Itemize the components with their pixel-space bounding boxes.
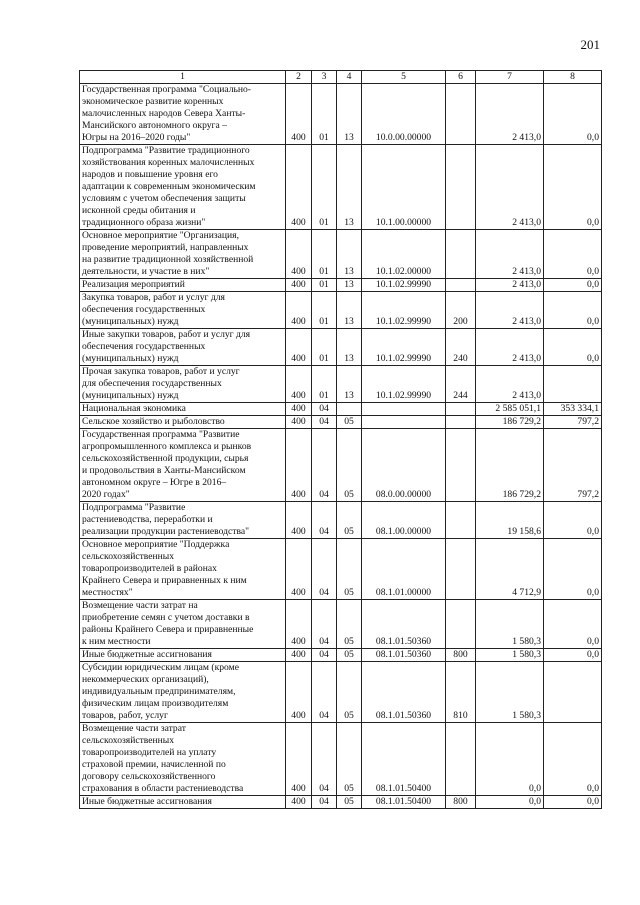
target-article-cell: 10.1.02.99990 bbox=[362, 366, 446, 403]
amount-cell bbox=[544, 662, 602, 723]
row-name-cell: Основное мероприятие "Поддержка сельскохозяйственных товаропроизводителей в районах Крайнего Севера и приравненных к ним местностях" bbox=[80, 539, 286, 600]
section-cell: 01 bbox=[312, 279, 337, 292]
subsection-cell: 05 bbox=[337, 723, 362, 796]
admin-code-cell: 400 bbox=[286, 84, 312, 145]
admin-code-cell: 400 bbox=[286, 279, 312, 292]
amount-cell: 797,2 bbox=[544, 416, 602, 429]
subsection-cell: 13 bbox=[337, 279, 362, 292]
table-row bbox=[80, 723, 602, 796]
table-row bbox=[80, 796, 602, 809]
target-article-cell: 08.1.01.50360 bbox=[362, 600, 446, 649]
expense-type-cell bbox=[446, 723, 476, 796]
table-header-row bbox=[80, 71, 602, 84]
amount-cell: 797,2 bbox=[544, 429, 602, 502]
admin-code-cell: 400 bbox=[286, 145, 312, 230]
target-article-cell: 10.1.00.00000 bbox=[362, 145, 446, 230]
section-cell: 01 bbox=[312, 145, 337, 230]
admin-code-cell: 400 bbox=[286, 429, 312, 502]
table-row bbox=[80, 84, 602, 145]
target-article-cell: 10.1.02.99990 bbox=[362, 279, 446, 292]
target-article-cell: 08.1.00.00000 bbox=[362, 502, 446, 539]
budget-table bbox=[79, 70, 602, 809]
amount-cell: 0,0 bbox=[476, 723, 544, 796]
admin-code-cell: 400 bbox=[286, 600, 312, 649]
admin-code-cell: 400 bbox=[286, 366, 312, 403]
table-row bbox=[80, 292, 602, 329]
subsection-cell: 13 bbox=[337, 145, 362, 230]
amount-cell: 0,0 bbox=[544, 723, 602, 796]
subsection-cell: 13 bbox=[337, 292, 362, 329]
subsection-cell: 13 bbox=[337, 366, 362, 403]
row-name-cell: Иные закупки товаров, работ и услуг для обеспечения государственных (муниципальных) нужд bbox=[80, 329, 286, 366]
amount-cell: 2 585 051,1 bbox=[476, 403, 544, 416]
target-article-cell bbox=[362, 403, 446, 416]
table-row bbox=[80, 279, 602, 292]
amount-cell: 2 413,0 bbox=[476, 279, 544, 292]
row-name-cell: Возмещение части затрат на приобретение семян с учетом доставки в районы Крайнего Севера и приравненные к ним местности bbox=[80, 600, 286, 649]
row-name-cell: Иные бюджетные ассигнования bbox=[80, 796, 286, 809]
subsection-cell: 13 bbox=[337, 329, 362, 366]
subsection-cell: 05 bbox=[337, 416, 362, 429]
amount-cell: 186 729,2 bbox=[476, 416, 544, 429]
page-number: 201 bbox=[580, 37, 600, 52]
amount-cell: 0,0 bbox=[544, 796, 602, 809]
subsection-cell: 05 bbox=[337, 796, 362, 809]
admin-code-cell: 400 bbox=[286, 723, 312, 796]
row-name-cell: Закупка товаров, работ и услуг для обеспечения государственных (муниципальных) нужд bbox=[80, 292, 286, 329]
amount-cell: 2 413,0 bbox=[476, 145, 544, 230]
target-article-cell: 10.1.02.00000 bbox=[362, 230, 446, 279]
amount-cell: 0,0 bbox=[476, 796, 544, 809]
amount-cell: 353 334,1 bbox=[544, 403, 602, 416]
amount-cell bbox=[544, 366, 602, 403]
admin-code-cell: 400 bbox=[286, 796, 312, 809]
target-article-cell: 10.1.02.99990 bbox=[362, 329, 446, 366]
target-article-cell: 08.1.01.00000 bbox=[362, 539, 446, 600]
section-cell: 04 bbox=[312, 502, 337, 539]
row-name-cell: Государственная программа "Развитие агропромышленного комплекса и рынков сельскохозяйственной продукции, сырья и продовольствия в Ханты-Мансийском автономном округе – Югре в 2016– 2020 годах" bbox=[80, 429, 286, 502]
column-header: 6 bbox=[446, 71, 476, 84]
table-row bbox=[80, 429, 602, 502]
expense-type-cell bbox=[446, 145, 476, 230]
column-header: 1 bbox=[80, 71, 286, 84]
admin-code-cell: 400 bbox=[286, 539, 312, 600]
admin-code-cell: 400 bbox=[286, 502, 312, 539]
expense-type-cell bbox=[446, 403, 476, 416]
subsection-cell bbox=[337, 403, 362, 416]
subsection-cell: 05 bbox=[337, 429, 362, 502]
amount-cell: 0,0 bbox=[544, 649, 602, 662]
section-cell: 04 bbox=[312, 539, 337, 600]
table-body bbox=[80, 84, 602, 809]
column-header: 8 bbox=[544, 71, 602, 84]
column-header: 3 bbox=[312, 71, 337, 84]
subsection-cell: 05 bbox=[337, 662, 362, 723]
amount-cell: 1 580,3 bbox=[476, 600, 544, 649]
column-header: 7 bbox=[476, 71, 544, 84]
section-cell: 04 bbox=[312, 796, 337, 809]
admin-code-cell: 400 bbox=[286, 230, 312, 279]
amount-cell: 4 712,9 bbox=[476, 539, 544, 600]
target-article-cell: 08.1.01.50360 bbox=[362, 662, 446, 723]
admin-code-cell: 400 bbox=[286, 329, 312, 366]
admin-code-cell: 400 bbox=[286, 403, 312, 416]
expense-type-cell bbox=[446, 279, 476, 292]
row-name-cell: Прочая закупка товаров, работ и услуг для обеспечения государственных (муниципальных) нужд bbox=[80, 366, 286, 403]
expense-type-cell bbox=[446, 230, 476, 279]
section-cell: 04 bbox=[312, 403, 337, 416]
table-row bbox=[80, 539, 602, 600]
subsection-cell: 05 bbox=[337, 600, 362, 649]
amount-cell: 0,0 bbox=[544, 329, 602, 366]
expense-type-cell bbox=[446, 429, 476, 502]
target-article-cell: 08.1.01.50400 bbox=[362, 723, 446, 796]
amount-cell: 0,0 bbox=[544, 279, 602, 292]
amount-cell: 0,0 bbox=[544, 84, 602, 145]
subsection-cell: 05 bbox=[337, 649, 362, 662]
amount-cell: 19 158,6 bbox=[476, 502, 544, 539]
row-name-cell: Основное мероприятие "Организация, проведение мероприятий, направленных на развитие традиционной хозяйственной деятельности, и участие в них" bbox=[80, 230, 286, 279]
section-cell: 01 bbox=[312, 292, 337, 329]
expense-type-cell bbox=[446, 84, 476, 145]
expense-type-cell: 800 bbox=[446, 796, 476, 809]
row-name-cell: Иные бюджетные ассигнования bbox=[80, 649, 286, 662]
subsection-cell: 05 bbox=[337, 539, 362, 600]
expense-type-cell bbox=[446, 600, 476, 649]
subsection-cell: 13 bbox=[337, 230, 362, 279]
table-row bbox=[80, 649, 602, 662]
row-name-cell: Национальная экономика bbox=[80, 403, 286, 416]
expense-type-cell: 200 bbox=[446, 292, 476, 329]
row-name-cell: Государственная программа "Социально- экономическое развитие коренных малочисленных народов Севера Ханты- Мансийского автономного округа – Югры на 2016–2020 годы" bbox=[80, 84, 286, 145]
expense-type-cell: 800 bbox=[446, 649, 476, 662]
row-name-cell: Сельское хозяйство и рыболовство bbox=[80, 416, 286, 429]
table-row bbox=[80, 230, 602, 279]
amount-cell: 2 413,0 bbox=[476, 292, 544, 329]
amount-cell: 0,0 bbox=[544, 145, 602, 230]
table-row bbox=[80, 366, 602, 403]
section-cell: 04 bbox=[312, 429, 337, 502]
section-cell: 01 bbox=[312, 366, 337, 403]
admin-code-cell: 400 bbox=[286, 662, 312, 723]
target-article-cell: 08.1.01.50360 bbox=[362, 649, 446, 662]
row-name-cell: Подпрограмма "Развитие традиционного хозяйствования коренных малочисленных народов и повышение уровня его адаптации к современным экономическим условиям с учетом обеспечения защиты исконной среды обитания и традиционного образа жизни" bbox=[80, 145, 286, 230]
amount-cell: 1 580,3 bbox=[476, 649, 544, 662]
column-header: 5 bbox=[362, 71, 446, 84]
target-article-cell bbox=[362, 416, 446, 429]
amount-cell: 0,0 bbox=[544, 230, 602, 279]
expense-type-cell: 244 bbox=[446, 366, 476, 403]
amount-cell: 2 413,0 bbox=[476, 84, 544, 145]
row-name-cell: Возмещение части затрат сельскохозяйственных товаропроизводителей на уплату страховой премии, начисленной по договору сельскохозяйственного страхования в области растениеводства bbox=[80, 723, 286, 796]
admin-code-cell: 400 bbox=[286, 292, 312, 329]
row-name-cell: Реализация мероприятий bbox=[80, 279, 286, 292]
subsection-cell: 05 bbox=[337, 502, 362, 539]
target-article-cell: 08.1.01.50400 bbox=[362, 796, 446, 809]
row-name-cell: Субсидии юридическим лицам (кроме некоммерческих организаций), индивидуальным предпринимателям, физическим лицам производителям товаров, работ, услуг bbox=[80, 662, 286, 723]
amount-cell: 0,0 bbox=[544, 600, 602, 649]
section-cell: 01 bbox=[312, 329, 337, 366]
amount-cell: 0,0 bbox=[544, 502, 602, 539]
amount-cell: 2 413,0 bbox=[476, 329, 544, 366]
row-name-cell: Подпрограмма "Развитие растениеводства, переработки и реализации продукции растениеводства" bbox=[80, 502, 286, 539]
target-article-cell: 10.1.02.99990 bbox=[362, 292, 446, 329]
expense-type-cell: 240 bbox=[446, 329, 476, 366]
amount-cell: 2 413,0 bbox=[476, 366, 544, 403]
section-cell: 04 bbox=[312, 600, 337, 649]
admin-code-cell: 400 bbox=[286, 416, 312, 429]
table-row bbox=[80, 403, 602, 416]
section-cell: 04 bbox=[312, 662, 337, 723]
amount-cell: 0,0 bbox=[544, 539, 602, 600]
expense-type-cell: 810 bbox=[446, 662, 476, 723]
section-cell: 01 bbox=[312, 230, 337, 279]
table-row bbox=[80, 416, 602, 429]
table-row bbox=[80, 502, 602, 539]
table-row bbox=[80, 145, 602, 230]
table-row bbox=[80, 600, 602, 649]
amount-cell: 1 580,3 bbox=[476, 662, 544, 723]
amount-cell: 0,0 bbox=[544, 292, 602, 329]
section-cell: 04 bbox=[312, 649, 337, 662]
expense-type-cell bbox=[446, 502, 476, 539]
amount-cell: 2 413,0 bbox=[476, 230, 544, 279]
section-cell: 01 bbox=[312, 84, 337, 145]
expense-type-cell bbox=[446, 416, 476, 429]
table-row bbox=[80, 329, 602, 366]
column-header: 2 bbox=[286, 71, 312, 84]
table-row bbox=[80, 662, 602, 723]
admin-code-cell: 400 bbox=[286, 649, 312, 662]
expense-type-cell bbox=[446, 539, 476, 600]
target-article-cell: 10.0.00.00000 bbox=[362, 84, 446, 145]
target-article-cell: 08.0.00.00000 bbox=[362, 429, 446, 502]
amount-cell: 186 729,2 bbox=[476, 429, 544, 502]
column-header: 4 bbox=[337, 71, 362, 84]
subsection-cell: 13 bbox=[337, 84, 362, 145]
section-cell: 04 bbox=[312, 416, 337, 429]
section-cell: 04 bbox=[312, 723, 337, 796]
